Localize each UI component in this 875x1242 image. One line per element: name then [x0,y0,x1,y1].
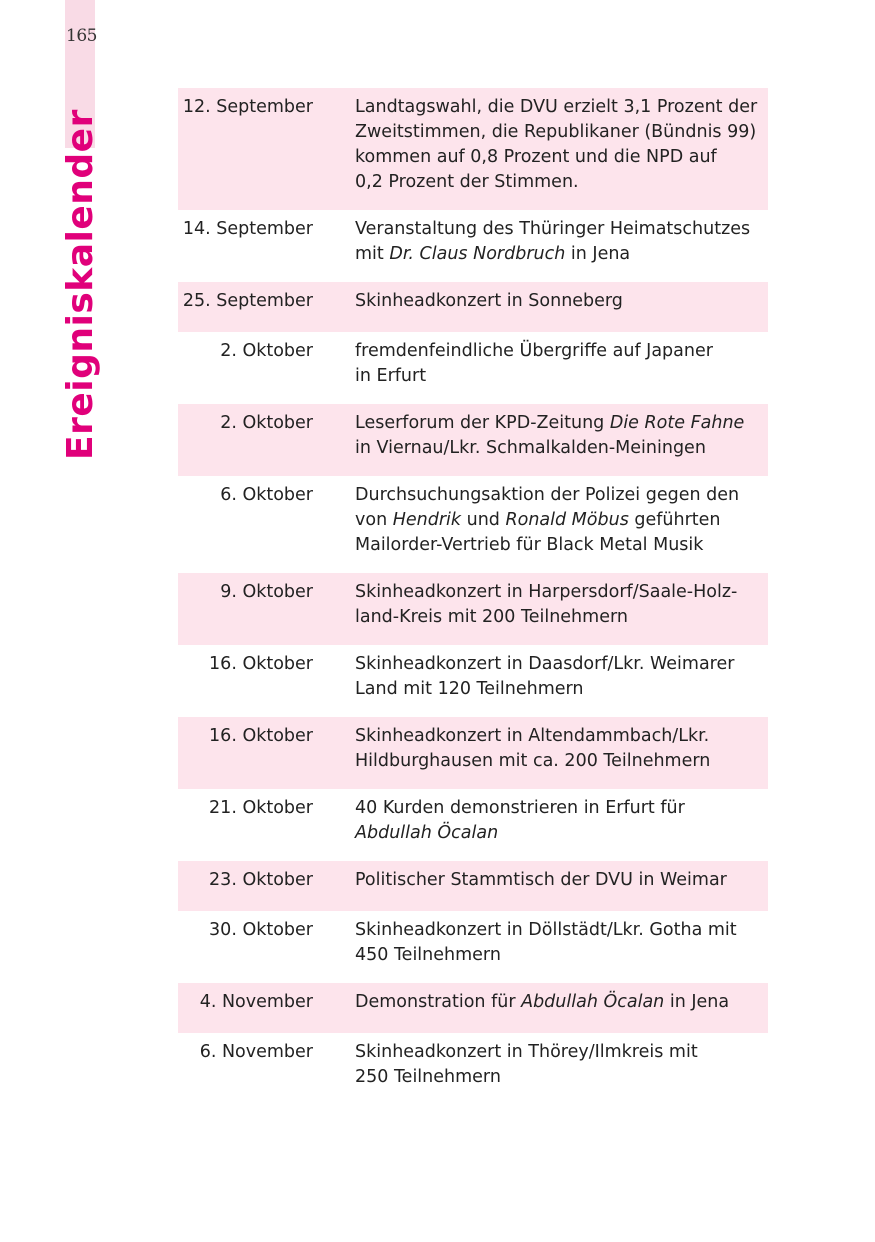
event-description: Leserforum der KPD-Zeitung Die Rote Fahne in Viernau/Lkr. Schmalkalden-Meiningen [355,413,745,458]
event-row [178,476,768,573]
event-date: 25. September [182,291,313,311]
event-description: Skinheadkonzert in Harpersdorf/Saale-Holz- land-Kreis mit 200 Teilnehmern [355,582,738,627]
italic-name: Abdullah Öcalan [355,823,499,843]
event-row [178,1033,768,1105]
event-row [178,332,768,404]
event-description: Landtagswahl, die DVU erzielt 3,1 Prozent der Zweitstimmen, die Republikaner (Bündnis 99) kommen auf 0,8 Prozent und die NPD auf 0,2 Prozent der Stimmen. [355,97,758,192]
event-description: Skinheadkonzert in Altendammbach/Lkr. Hildburghausen mit ca. 200 Teilnehmern [355,726,711,771]
event-row [178,88,768,210]
event-description: Skinheadkonzert in Sonneberg [355,291,623,311]
italic-name: Abdullah Öcalan [521,992,665,1012]
event-date: 6. Oktober [220,485,313,505]
event-date: 21. Oktober [209,798,313,818]
event-row [178,645,768,717]
event-date: 16. Oktober [209,726,313,746]
event-table [178,88,768,1105]
event-row [178,861,768,911]
event-description: Demonstration für Abdullah Öcalan in Jena [355,992,730,1012]
event-date: 12. September [182,97,313,117]
event-description: Skinheadkonzert in Daasdorf/Lkr. Weimarer Land mit 120 Teilnehmern [355,654,735,699]
event-date: 16. Oktober [209,654,313,674]
event-description: Veranstaltung des Thüringer Heimatschutzes mit Dr. Claus Nordbruch in Jena [355,219,751,264]
event-date: 30. Oktober [209,920,313,940]
event-description: Skinheadkonzert in Döllstädt/Lkr. Gotha mit 450 Teilnehmern [355,920,737,965]
event-date: 2. Oktober [220,413,313,433]
event-row [178,789,768,861]
event-row [178,983,768,1033]
event-date: 23. Oktober [209,870,313,890]
event-date: 2. Oktober [220,341,313,361]
section-title: Ereigniskalender [60,109,101,460]
event-date: 14. September [182,219,313,239]
event-row [178,573,768,645]
event-description: Skinheadkonzert in Thörey/Ilmkreis mit 250 Teilnehmern [355,1042,698,1087]
page-number: 165 [66,26,97,46]
event-description: Durchsuchungsaktion der Polizei gegen den von Hendrik und Ronald Möbus geführten Mailorder-Vertrieb für Black Metal Musik [355,485,740,555]
event-row [178,282,768,332]
event-description: Politischer Stammtisch der DVU in Weimar [355,870,727,890]
italic-name: Ronald Möbus [505,510,629,530]
event-date: 9. Oktober [220,582,313,602]
event-date: 6. November [199,1042,313,1062]
italic-name: Dr. Claus Nordbruch [389,244,566,264]
event-row [178,911,768,983]
event-date: 4. November [199,992,313,1012]
italic-name: Hendrik [392,510,462,530]
event-row [178,404,768,476]
event-row [178,210,768,282]
italic-name: Die Rote Fahne [609,413,745,433]
event-row [178,717,768,789]
event-description: 40 Kurden demonstrieren in Erfurt für Abdullah Öcalan [355,798,685,843]
event-description: fremdenfeindliche Übergriffe auf Japaner in Erfurt [355,341,713,386]
